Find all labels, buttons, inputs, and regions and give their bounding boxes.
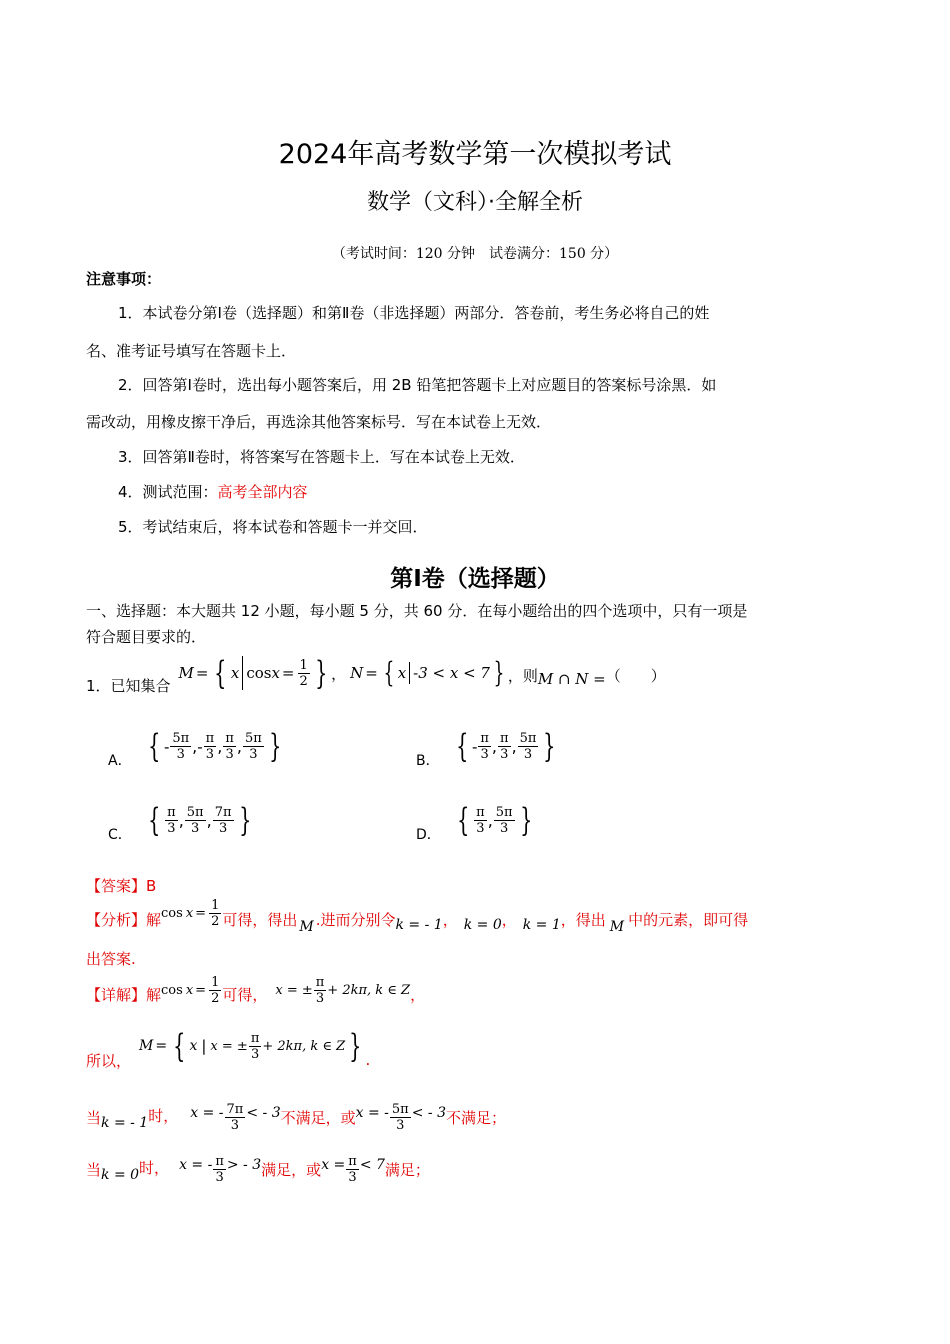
notice-item-3: 3．回答第Ⅱ卷时，将答案写在答题卡上．写在本试卷上无效． bbox=[118, 448, 525, 466]
notice-item-1-line-1: 1．本试卷分第Ⅰ卷（选择题）和第Ⅱ卷（非选择题）两部分．答卷前，考生务必将自己的姓 bbox=[118, 304, 710, 322]
analysis-text: 解 bbox=[146, 910, 162, 929]
set-M-symbol: M bbox=[299, 919, 314, 935]
fraction bbox=[249, 1031, 262, 1062]
left-brace-icon: { bbox=[214, 654, 227, 692]
denominator: 2 bbox=[211, 913, 220, 929]
general-solution bbox=[275, 975, 410, 1006]
numerator: π bbox=[348, 1153, 357, 1169]
numerator: 1 bbox=[211, 974, 220, 990]
set-M-symbol: M bbox=[178, 664, 194, 682]
numerator: 7π bbox=[226, 1101, 244, 1117]
so-text: 所以， bbox=[86, 1051, 132, 1070]
numerator: π bbox=[480, 730, 489, 746]
equals-sign: = bbox=[195, 905, 207, 921]
numerator: 7π bbox=[214, 804, 232, 820]
numerator: 1 bbox=[299, 657, 308, 673]
set-divider bbox=[242, 656, 243, 690]
fraction bbox=[225, 1102, 246, 1133]
right-brace-icon: } bbox=[268, 727, 282, 765]
denominator: 2 bbox=[211, 990, 220, 1006]
x-expr: x = - bbox=[179, 1157, 213, 1173]
option-label: A． bbox=[108, 753, 132, 769]
answer-line bbox=[86, 875, 156, 896]
numerator: π bbox=[225, 730, 234, 746]
k-value: k = 1 bbox=[522, 917, 561, 933]
test-scope: 高考全部内容 bbox=[217, 483, 308, 501]
x-expr: x = - bbox=[355, 1105, 389, 1121]
detail-text: 解 bbox=[146, 985, 162, 1004]
set-N-condition: -3 < x < 7 bbox=[413, 664, 490, 682]
fraction bbox=[494, 805, 515, 836]
fraction-one-half bbox=[209, 898, 221, 929]
notice-item-2-line-2: 需改动，用橡皮擦干净后，再选涂其他答案标号．写在本试卷上无效． bbox=[86, 413, 552, 431]
denominator: 3 bbox=[500, 746, 509, 762]
var-x: x bbox=[189, 1038, 198, 1054]
numerator: π bbox=[500, 730, 509, 746]
left-brace-icon: { bbox=[456, 801, 470, 839]
option-d: D． { $\frac{\pi}{3}$ , $\frac{5\pi}{3}$ } bbox=[416, 801, 532, 843]
compare-expr: < - 3 bbox=[246, 1105, 281, 1121]
fraction bbox=[346, 1154, 359, 1185]
denominator: 3 bbox=[500, 820, 509, 836]
question-1 bbox=[86, 648, 666, 698]
option-b: B． { - $\frac{\pi}{3}$ , $\frac{\pi}{3}$ , $\frac{5\pi}{3}$ } bbox=[416, 727, 556, 769]
when-text: 时， bbox=[139, 1158, 170, 1177]
k-value: k = 0 bbox=[463, 917, 502, 933]
exam-time-info: （考试时间：120 分钟 试卷满分：150 分） bbox=[331, 246, 619, 262]
fraction bbox=[170, 731, 191, 762]
detail-tag: 【详解】 bbox=[86, 985, 147, 1004]
minus-sign: - bbox=[163, 736, 170, 756]
equals-sign: = bbox=[195, 664, 209, 682]
then-text: ，则 bbox=[507, 666, 538, 685]
denominator: 3 bbox=[396, 1117, 405, 1133]
denominator: 3 bbox=[480, 746, 489, 762]
fraction bbox=[498, 731, 511, 762]
when-text: 时， bbox=[148, 1106, 179, 1125]
answer-value: B bbox=[146, 877, 157, 895]
detail-text: 可得， bbox=[222, 985, 268, 1004]
denominator: 3 bbox=[249, 746, 258, 762]
fraction bbox=[243, 731, 264, 762]
fraction bbox=[213, 805, 234, 836]
fraction bbox=[185, 805, 206, 836]
when-text: 当 bbox=[86, 1108, 102, 1127]
analysis-text: 可得，得出 bbox=[222, 910, 298, 929]
left-brace-icon: { bbox=[147, 801, 161, 839]
result-text: 满足 bbox=[261, 1160, 292, 1179]
compare-expr: < - 3 bbox=[411, 1105, 447, 1121]
result-text: 满足； bbox=[384, 1160, 430, 1179]
question-1-prefix: 1．已知集合 bbox=[86, 676, 171, 695]
x-expr: x = ± bbox=[275, 982, 313, 998]
equals-sign: = bbox=[155, 1038, 168, 1054]
analysis-line-2: 出答案. bbox=[86, 950, 136, 968]
cos-text: cos bbox=[161, 982, 183, 998]
notice-item-4-prefix: 4．测试范围： bbox=[118, 483, 218, 501]
x-expr: x = ± bbox=[210, 1038, 248, 1054]
notice-item-5: 5．考试结束后，将本试卷和答题卡一并交回． bbox=[118, 518, 428, 536]
case-k-minus-1 bbox=[86, 1092, 506, 1142]
denominator: 3 bbox=[176, 746, 185, 762]
left-brace-icon: { bbox=[147, 727, 160, 765]
x-expr-tail: + 2kπ, k ∈ Z bbox=[327, 982, 411, 998]
var-x: x bbox=[185, 982, 194, 998]
left-brace-icon: { bbox=[455, 727, 468, 765]
notice-item-2-line-1: 2．回答第Ⅰ卷时，选出每小题答案后，用 2B 铅笔把答题卡上对应题目的答案标号涂黑．如 bbox=[118, 376, 717, 394]
cos-equation bbox=[161, 898, 222, 929]
x-expr: x = - bbox=[190, 1105, 224, 1121]
when-text: 当 bbox=[86, 1160, 102, 1179]
denominator: 3 bbox=[230, 1117, 240, 1133]
analysis-text: ，得出 bbox=[560, 910, 606, 929]
equals-sign: = bbox=[195, 982, 207, 998]
numerator: π bbox=[250, 1030, 260, 1046]
option-label: D． bbox=[416, 827, 441, 843]
compare-expr: < 7 bbox=[359, 1157, 385, 1173]
comma: ， bbox=[410, 985, 426, 1004]
numerator: π bbox=[315, 974, 325, 990]
or-text: ，或 bbox=[325, 1108, 356, 1127]
compare-expr: > - 3 bbox=[226, 1157, 262, 1173]
denominator: 3 bbox=[167, 820, 176, 836]
denominator: 3 bbox=[315, 990, 325, 1006]
k-value: k = - 1 bbox=[395, 917, 443, 933]
numerator: π bbox=[215, 1153, 224, 1169]
intersection-expr: M ∩ N = bbox=[537, 670, 606, 688]
notice-item-4 bbox=[118, 481, 308, 502]
denominator: 3 bbox=[215, 1169, 224, 1185]
numerator: 5π bbox=[186, 804, 204, 820]
fraction bbox=[390, 1102, 411, 1133]
set-divider bbox=[409, 662, 410, 684]
right-brace-icon: } bbox=[314, 654, 328, 692]
fraction bbox=[478, 731, 491, 762]
right-brace-icon: } bbox=[493, 656, 505, 689]
cos-text: cos bbox=[246, 664, 272, 682]
numerator: 5π bbox=[519, 730, 537, 746]
fraction bbox=[518, 731, 539, 762]
minus-sign: - bbox=[197, 736, 203, 756]
var-x: x bbox=[271, 664, 280, 682]
numerator: 5π bbox=[172, 730, 190, 746]
fraction bbox=[213, 1154, 226, 1185]
minus-sign: - bbox=[471, 736, 478, 756]
var-x: x bbox=[230, 664, 240, 682]
comma: ， bbox=[331, 664, 347, 683]
case-k-0 bbox=[86, 1144, 430, 1194]
analysis-text: 中的元素，即可得 bbox=[628, 910, 749, 929]
option-label: C． bbox=[108, 827, 132, 843]
set-M-symbol: M bbox=[139, 1038, 154, 1054]
numerator: 5π bbox=[391, 1101, 409, 1117]
set-M-definition: M = { x | x = ± $\frac{\pi}{3}$ + 2kπ, k ∈ Z } bbox=[139, 1027, 362, 1065]
analysis-tag: 【分析】 bbox=[86, 910, 147, 929]
notice-heading: 注意事项： bbox=[86, 270, 162, 288]
denominator: 3 bbox=[191, 820, 200, 836]
result-text: 不满足 bbox=[280, 1108, 326, 1127]
right-brace-icon: } bbox=[543, 727, 556, 765]
result-text: 不满足； bbox=[446, 1108, 507, 1127]
cos-equation bbox=[161, 975, 222, 1006]
k-value: k = 0 bbox=[101, 1167, 140, 1183]
var-x: x bbox=[185, 905, 194, 921]
cos-text: cos bbox=[161, 905, 183, 921]
fraction bbox=[474, 805, 487, 836]
left-brace-icon: { bbox=[173, 1027, 186, 1065]
detail-line-2: 所以， M = { x | x = ± $\frac{\pi}{3}$ + 2kπ, k ∈ Z } . bbox=[86, 1027, 371, 1070]
x-expr-tail: + 2kπ, k ∈ Z bbox=[262, 1038, 346, 1054]
denominator: 3 bbox=[348, 1169, 357, 1185]
denominator: 3 bbox=[476, 820, 485, 836]
numerator: 5π bbox=[495, 804, 513, 820]
analysis-text: .进而分别令 bbox=[315, 910, 396, 929]
section-intro-line-1: 一、选择题：本大题共 12 小题，每小题 5 分，共 60 分．在每小题给出的四个选项中，只有一项是 bbox=[86, 602, 748, 620]
section-intro-line-2: 符合题目要求的． bbox=[86, 628, 207, 646]
right-brace-icon: } bbox=[519, 801, 532, 839]
equals-sign: = bbox=[365, 664, 378, 682]
answer-tag: 【答案】 bbox=[86, 877, 147, 895]
analysis-line-1: 【分析】 解 cos x = $\frac{1}{2}$ 可得，得出 M .进而分别令 k = - 1 ， k = 0 ， k = 1 ，得出 M 中的元素，即可得 bbox=[86, 897, 749, 935]
detail-line-1 bbox=[86, 972, 425, 1016]
left-brace-icon: { bbox=[383, 656, 395, 689]
denominator: 3 bbox=[205, 746, 215, 762]
equals-sign: = bbox=[281, 664, 295, 682]
page-title: 2024年高考数学第一次模拟考试 bbox=[278, 139, 672, 170]
numerator: π bbox=[167, 804, 176, 820]
set-N-symbol: N bbox=[350, 664, 364, 682]
set-M-symbol: M bbox=[609, 919, 625, 935]
notice-item-1-line-2: 名、准考证号填写在答题卡上． bbox=[86, 342, 297, 360]
denominator: 3 bbox=[250, 1046, 260, 1062]
x-expr: x = bbox=[321, 1157, 346, 1173]
right-brace-icon: } bbox=[238, 801, 251, 839]
numerator: 1 bbox=[211, 897, 220, 913]
fraction bbox=[165, 805, 178, 836]
right-brace-icon: } bbox=[349, 1027, 362, 1065]
fraction-one-half bbox=[209, 975, 221, 1006]
fraction bbox=[314, 975, 327, 1006]
or-text: ，或 bbox=[291, 1160, 322, 1179]
numerator: 5π bbox=[244, 730, 262, 746]
answer-blank: （ ） bbox=[605, 666, 666, 685]
var-x: x bbox=[397, 664, 407, 682]
denominator: 3 bbox=[218, 820, 228, 836]
k-value: k = - 1 bbox=[101, 1115, 149, 1131]
denominator: 3 bbox=[225, 746, 234, 762]
option-a: A． { - $\frac{5\pi}{3}$ , - $\frac{\pi}{3}$ , $\frac{\pi}{3}$ , $\frac{5\pi}{3}$ } bbox=[108, 727, 282, 769]
page-subtitle: 数学（文科）·全解全析 bbox=[367, 190, 583, 215]
numerator: π bbox=[205, 730, 215, 746]
option-c: C． { $\frac{\pi}{3}$ , $\frac{5\pi}{3}$ , $\frac{7\pi}{3}$ } bbox=[108, 801, 251, 843]
option-label: B． bbox=[416, 753, 440, 769]
numerator: π bbox=[476, 804, 485, 820]
denominator: 3 bbox=[523, 746, 533, 762]
fraction-one-half bbox=[298, 658, 310, 689]
fraction bbox=[223, 731, 236, 762]
fraction bbox=[204, 731, 217, 762]
denominator: 2 bbox=[299, 673, 308, 689]
section-title: 第Ⅰ卷（选择题） bbox=[390, 566, 560, 592]
